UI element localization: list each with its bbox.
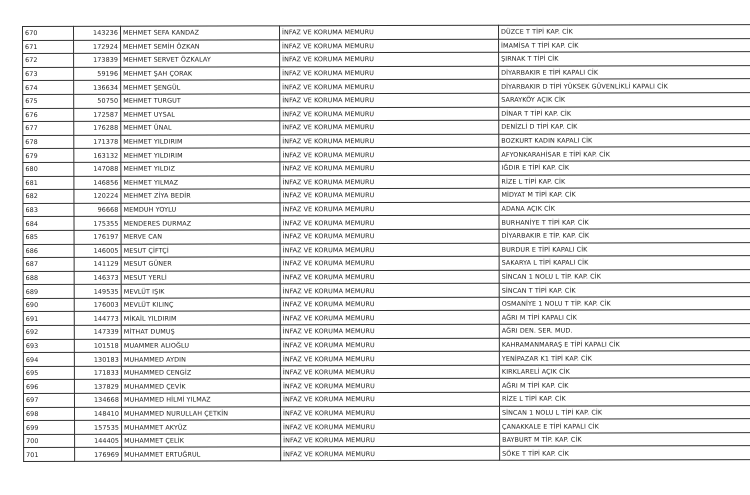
row-number-cell: 677 xyxy=(23,122,74,136)
position-cell: İNFAZ VE KORUMA MEMURU xyxy=(280,52,499,66)
sicil-number-cell: 171833 xyxy=(74,366,121,380)
position-cell: İNFAZ VE KORUMA MEMURU xyxy=(280,338,499,352)
row-number-cell: 688 xyxy=(23,271,74,285)
name-cell: MEHMET YILDIRIM xyxy=(121,135,280,149)
name-cell: MESUT GÜNER xyxy=(121,257,280,271)
sicil-number-cell: 172924 xyxy=(74,40,121,54)
institution-cell: ŞIRNAK T TİPİ CİK xyxy=(499,52,750,66)
sicil-number-cell: 148410 xyxy=(74,407,121,421)
name-cell: MEHMET YILMAZ xyxy=(121,175,280,189)
sicil-number-cell: 163132 xyxy=(74,149,121,163)
institution-cell: İMAMİSA T TİPİ KAP. CİK xyxy=(499,38,750,52)
sicil-number-cell: 147088 xyxy=(74,162,121,176)
position-cell: İNFAZ VE KORUMA MEMURU xyxy=(280,324,499,338)
institution-cell: SİNCAN 1 NOLU L TİP. KAP. CİK xyxy=(499,269,750,283)
row-number-cell: 685 xyxy=(23,230,74,244)
position-cell: İNFAZ VE KORUMA MEMURU xyxy=(280,188,499,202)
sicil-number-cell: 130183 xyxy=(74,352,121,366)
position-cell: İNFAZ VE KORUMA MEMURU xyxy=(280,202,499,216)
row-number-cell: 672 xyxy=(23,54,74,68)
position-cell: İNFAZ VE KORUMA MEMURU xyxy=(280,134,499,148)
position-cell: İNFAZ VE KORUMA MEMURU xyxy=(280,66,499,80)
name-cell: MUHAMMET ÇELİK xyxy=(122,434,281,448)
institution-cell: OSMANİYE 1 NOLU T TİP. KAP. CİK xyxy=(499,296,750,310)
position-cell: İNFAZ VE KORUMA MEMURU xyxy=(280,39,499,53)
position-cell: İNFAZ VE KORUMA MEMURU xyxy=(281,433,500,447)
sicil-number-cell: 144405 xyxy=(75,434,122,448)
row-number-cell: 683 xyxy=(23,203,74,217)
position-cell: İNFAZ VE KORUMA MEMURU xyxy=(280,148,499,162)
institution-cell: RİZE L TİPİ KAP. CİK xyxy=(499,174,750,188)
sicil-number-cell: 146373 xyxy=(74,271,121,285)
name-cell: MUHAMMED CENGİZ xyxy=(121,366,280,380)
sicil-number-cell: 101518 xyxy=(74,339,121,353)
row-number-cell: 695 xyxy=(23,366,74,380)
sicil-number-cell: 146856 xyxy=(74,176,121,190)
row-number-cell: 675 xyxy=(23,94,74,108)
sicil-number-cell: 120224 xyxy=(74,189,121,203)
name-cell: MEMDUH YOYLU xyxy=(121,203,280,217)
institution-cell: RİZE L TİPİ KAP. CİK xyxy=(499,392,750,406)
institution-cell: DİYARBAKIR E TİP. KAP. CİK xyxy=(499,228,750,242)
institution-cell: SİNCAN 1 NOLU L TİPİ KAP. CİK xyxy=(499,405,750,419)
institution-cell: AĞRI DEN. SER. MUD. xyxy=(499,324,750,338)
name-cell: MUHAMMED AYDIN xyxy=(121,352,280,366)
row-number-cell: 682 xyxy=(23,189,74,203)
sicil-number-cell: 157535 xyxy=(75,420,122,434)
row-number-cell: 700 xyxy=(24,434,75,448)
institution-cell: YENİPAZAR K1 TİPİ KAP. CİK xyxy=(499,351,750,365)
position-cell: İNFAZ VE KORUMA MEMURU xyxy=(280,365,499,379)
row-number-cell: 680 xyxy=(23,162,74,176)
position-cell: İNFAZ VE KORUMA MEMURU xyxy=(280,25,499,39)
sicil-number-cell: 176969 xyxy=(75,448,122,462)
position-cell: İNFAZ VE KORUMA MEMURU xyxy=(280,243,499,257)
name-cell: MUHAMMET AKYÜZ xyxy=(122,420,281,434)
position-cell: İNFAZ VE KORUMA MEMURU xyxy=(281,447,500,461)
row-number-cell: 687 xyxy=(23,257,74,271)
name-cell: MEHMET TURGUT xyxy=(121,94,280,108)
institution-cell: AĞRI M TİPİ KAPALI CİK xyxy=(499,310,750,324)
sicil-number-cell: 147339 xyxy=(74,325,121,339)
position-cell: İNFAZ VE KORUMA MEMURU xyxy=(280,379,499,393)
position-cell: İNFAZ VE KORUMA MEMURU xyxy=(280,256,499,270)
sicil-number-cell: 149535 xyxy=(74,285,121,299)
personnel-table-body xyxy=(23,25,750,462)
institution-cell: SARAYKÖY AÇIK CİK xyxy=(499,93,750,107)
row-number-cell: 698 xyxy=(23,407,74,421)
row-number-cell: 673 xyxy=(23,67,74,81)
institution-cell: DİYARBAKIR D TİPİ YÜKSEK GÜVENLİKLİ KAPALI CİK xyxy=(499,79,750,93)
row-number-cell: 692 xyxy=(23,325,74,339)
name-cell: MUAMMER ALIOĞLU xyxy=(121,338,280,352)
row-number-cell: 671 xyxy=(23,40,74,54)
sicil-number-cell: 171378 xyxy=(74,135,121,149)
row-number-cell: 701 xyxy=(24,448,75,462)
sicil-number-cell: 136634 xyxy=(74,81,121,95)
sicil-number-cell: 143236 xyxy=(74,26,121,40)
position-cell: İNFAZ VE KORUMA MEMURU xyxy=(280,93,499,107)
row-number-cell: 686 xyxy=(23,244,74,258)
position-cell: İNFAZ VE KORUMA MEMURU xyxy=(280,270,499,284)
row-number-cell: 681 xyxy=(23,176,74,190)
name-cell: MEHMET ŞAH ÇORAK xyxy=(121,67,280,81)
institution-cell: MİDYAT M TİPİ KAP. CİK xyxy=(499,188,750,202)
sicil-number-cell: 137829 xyxy=(74,380,121,394)
institution-cell: SÖKE T TİPİ KAP. CİK xyxy=(500,446,750,460)
name-cell: MEVLÜT IŞIK xyxy=(121,284,280,298)
institution-cell: KAHRAMANMARAŞ E TİPİ KAPALI CİK xyxy=(499,337,750,351)
name-cell: MUHAMMED NURULLAH ÇETKİN xyxy=(121,406,280,420)
name-cell: MİKAİL YILDIRIM xyxy=(121,311,280,325)
row-number-cell: 670 xyxy=(23,26,74,40)
name-cell: MEHMET SERVET ÖZKALAY xyxy=(121,53,280,67)
row-number-cell: 699 xyxy=(24,421,75,435)
name-cell: MEHMET YILDIZ xyxy=(121,162,280,176)
name-cell: MİTHAT DUMUŞ xyxy=(121,325,280,339)
row-number-cell: 691 xyxy=(23,312,74,326)
position-cell: İNFAZ VE KORUMA MEMURU xyxy=(280,175,499,189)
position-cell: İNFAZ VE KORUMA MEMURU xyxy=(280,284,499,298)
institution-cell: IĞDIR E TİPİ KAP. CİK xyxy=(499,161,750,175)
sicil-number-cell: 144773 xyxy=(74,312,121,326)
position-cell: İNFAZ VE KORUMA MEMURU xyxy=(280,80,499,94)
sicil-number-cell: 141129 xyxy=(74,257,121,271)
institution-cell: DİNAR T TİPİ KAP. CİK xyxy=(499,106,750,120)
institution-cell: BURDUR E TİPİ KAPALI CİK xyxy=(499,242,750,256)
institution-cell: BOZKURT KADIN KAPALI CİK xyxy=(499,133,750,147)
institution-cell: ADANA AÇIK CİK xyxy=(499,201,750,215)
sicil-number-cell: 50750 xyxy=(74,94,121,108)
name-cell: MERVE CAN xyxy=(121,230,280,244)
row-number-cell: 676 xyxy=(23,108,74,122)
name-cell: MEHMET ÜNAL xyxy=(121,121,280,135)
sicil-number-cell: 176288 xyxy=(74,121,121,135)
name-cell: MUHAMMED ÇEVİK xyxy=(121,379,280,393)
row-number-cell: 697 xyxy=(23,393,74,407)
row-number-cell: 678 xyxy=(23,135,74,149)
institution-cell: AFYONKARAHİSAR E TİPİ KAP. CİK xyxy=(499,147,750,161)
sicil-number-cell: 173839 xyxy=(74,53,121,67)
row-number-cell: 693 xyxy=(23,339,74,353)
name-cell: MEHMET ŞENGÜL xyxy=(121,80,280,94)
position-cell: İNFAZ VE KORUMA MEMURU xyxy=(280,229,499,243)
name-cell: MUHAMMED HİLMİ YILMAZ xyxy=(121,393,280,407)
position-cell: İNFAZ VE KORUMA MEMURU xyxy=(281,419,500,433)
personnel-table xyxy=(22,24,750,462)
name-cell: MESUT ÇİFTÇİ xyxy=(121,243,280,257)
row-number-cell: 690 xyxy=(23,298,74,312)
name-cell: MESUT YERLİ xyxy=(121,271,280,285)
position-cell: İNFAZ VE KORUMA MEMURU xyxy=(280,297,499,311)
institution-cell: BURHANİYE T TİPİ KAP. CİK xyxy=(499,215,750,229)
sicil-number-cell: 175355 xyxy=(74,217,121,231)
institution-cell: BAYBURT M TİP. KAP. CİK xyxy=(500,432,750,446)
sicil-number-cell: 172587 xyxy=(74,108,121,122)
sicil-number-cell: 146005 xyxy=(74,244,121,258)
institution-cell: DİYARBAKIR E TİPİ KAPALI CİK xyxy=(499,65,750,79)
position-cell: İNFAZ VE KORUMA MEMURU xyxy=(280,352,499,366)
position-cell: İNFAZ VE KORUMA MEMURU xyxy=(280,392,499,406)
row-number-cell: 679 xyxy=(23,149,74,163)
name-cell: MEHMET SEFA KANDAZ xyxy=(121,26,280,40)
table-row xyxy=(24,446,750,462)
name-cell: MEHMET SEMİH ÖZKAN xyxy=(121,39,280,53)
row-number-cell: 694 xyxy=(23,353,74,367)
sicil-number-cell: 176197 xyxy=(74,230,121,244)
institution-cell: DENİZLİ D TİPİ KAP. CİK xyxy=(499,120,750,134)
position-cell: İNFAZ VE KORUMA MEMURU xyxy=(280,161,499,175)
name-cell: MEHMET ZİYA BEDİR xyxy=(121,189,280,203)
sicil-number-cell: 134668 xyxy=(74,393,121,407)
name-cell: MEHMET UYSAL xyxy=(121,107,280,121)
institution-cell: SAKARYA L TİPİ KAPALI CİK xyxy=(499,256,750,270)
name-cell: MEVLÜT KILINÇ xyxy=(121,298,280,312)
sicil-number-cell: 176003 xyxy=(74,298,121,312)
institution-cell: ÇANAKKALE E TİPİ KAPALI CİK xyxy=(500,419,750,433)
row-number-cell: 674 xyxy=(23,81,74,95)
name-cell: MUHAMMET ERTUĞRUL xyxy=(122,447,281,461)
name-cell: MEHMET YILDIRIM xyxy=(121,148,280,162)
institution-cell: KIRKLARELİ AÇIK CİK xyxy=(499,364,750,378)
row-number-cell: 689 xyxy=(23,285,74,299)
sicil-number-cell: 96668 xyxy=(74,203,121,217)
row-number-cell: 684 xyxy=(23,217,74,231)
position-cell: İNFAZ VE KORUMA MEMURU xyxy=(280,216,499,230)
row-number-cell: 696 xyxy=(23,380,74,394)
position-cell: İNFAZ VE KORUMA MEMURU xyxy=(280,406,499,420)
sicil-number-cell: 59196 xyxy=(74,67,121,81)
name-cell: MENDERES DURMAZ xyxy=(121,216,280,230)
position-cell: İNFAZ VE KORUMA MEMURU xyxy=(280,107,499,121)
position-cell: İNFAZ VE KORUMA MEMURU xyxy=(280,311,499,325)
institution-cell: DÜZCE T TİPİ KAP. CİK xyxy=(498,25,750,39)
institution-cell: AĞRI M TİPİ KAP. CİK xyxy=(499,378,750,392)
position-cell: İNFAZ VE KORUMA MEMURU xyxy=(280,120,499,134)
institution-cell: SİNCAN T TİPİ KAP. CİK xyxy=(499,283,750,297)
